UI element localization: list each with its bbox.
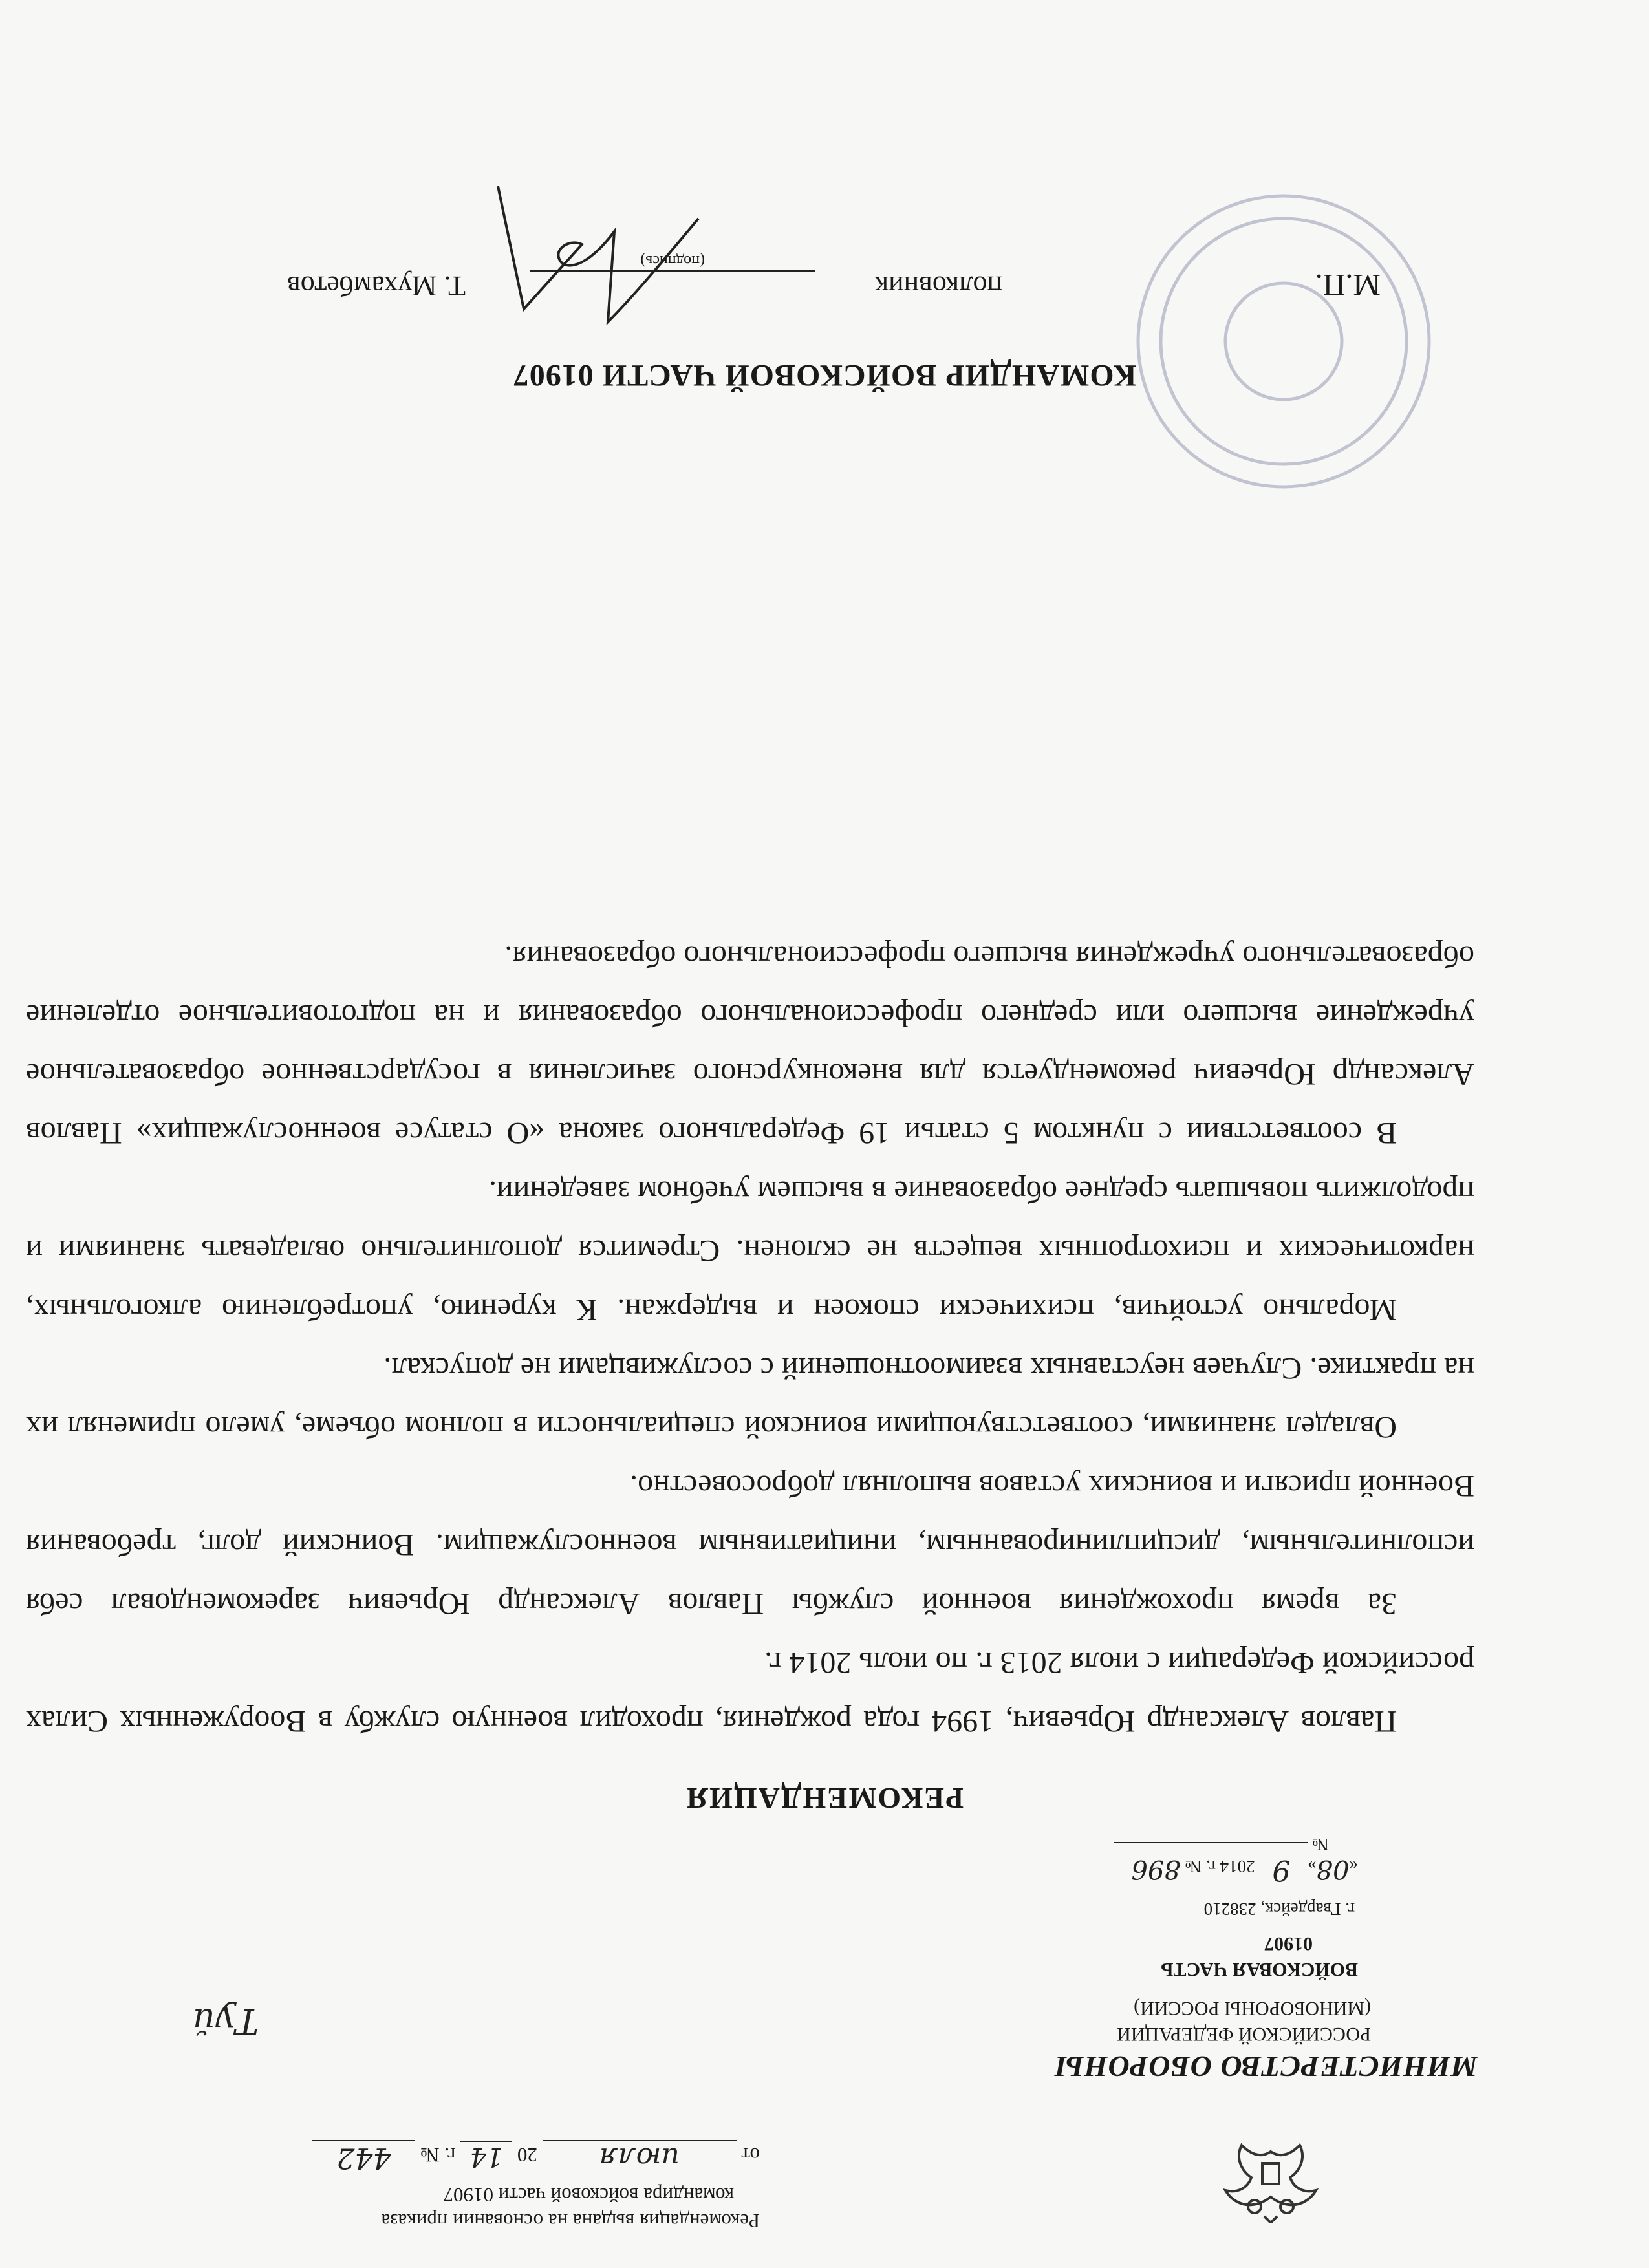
order-number: 442 — [312, 2140, 415, 2174]
unit-address: г. Гвардейск, 238210 — [1203, 1899, 1355, 1919]
eagle-emblem-icon — [1216, 2126, 1326, 2223]
number-blank — [1114, 1842, 1308, 1843]
document-title: РЕКОМЕНДАЦИЯ — [685, 1782, 964, 1815]
federation-line-2: (МИНОБОРОНЫ РОССИИ) — [1134, 1998, 1371, 2019]
handwritten-initials: Туй — [192, 2001, 259, 2042]
date-year: 2014 г. № — [1185, 1857, 1255, 1876]
unit-number: 01907 — [1264, 1933, 1313, 1954]
date-month: 9 — [1272, 1854, 1291, 1887]
order-year-prefix: 20 — [517, 2144, 537, 2166]
order-from-label: от — [741, 2144, 760, 2166]
date-close-quote: » — [1303, 1857, 1317, 1876]
order-reference-date — [312, 2140, 760, 2174]
commander-name: Т. Мухамбетов — [286, 270, 466, 302]
seal-placement-label: М.П. — [1315, 268, 1381, 302]
order-month: июля — [543, 2140, 737, 2174]
handwritten-signature — [485, 180, 705, 335]
federation-line-1: РОССИЙСКОЙ ФЕДЕРАЦИИ — [1117, 2024, 1371, 2045]
signature-caption: (подпись) — [640, 252, 705, 269]
body-paragraph: В соответствии с пунктом 5 статьи 19 Федерального закона «О статусе военнослужащих» Павлов Александр Юрьевич рекомендуется для внеконкурсного зачисления в государственное образовательное учреждение высшего или среднего профессионального образования и на подготовительное отделение образовательного учреждения высшего профессионального образования. — [26, 939, 1474, 1150]
body-paragraph: За время прохождения военной службы Павлов Александр Юрьевич зарекомендовал себя исполнительным, дисциплинированным, инициативным военнослужащим. Воинский долг, требования Военной присяги и воинских уставов выполнял добросовестно. — [26, 1469, 1474, 1621]
date-open-quote: « — [1349, 1857, 1358, 1876]
order-reference-line-2: командира войсковой части 01907 — [443, 2184, 734, 2207]
body-paragraph: Овладел знаниями, соответствующими воинской специальности в полном объеме, умело применял их на практике. Случаев неуставных взаимоотношений с сослуживцами не допускал. — [26, 1351, 1474, 1444]
number-prefix: № — [1312, 1835, 1329, 1854]
commander-title: КОМАНДИР ВОЙСКОВОЙ ЧАСТИ 01907 — [512, 358, 1137, 392]
official-seal-stamp — [1128, 186, 1439, 497]
number-line — [1114, 1834, 1329, 1854]
outgoing-date-line — [1131, 1854, 1358, 1887]
date-day: 08 — [1316, 1854, 1350, 1884]
commander-rank: полковник — [874, 270, 1002, 302]
outgoing-number: 896 — [1131, 1854, 1181, 1884]
unit-label: ВОЙСКОВАЯ ЧАСТЬ — [1160, 1959, 1358, 1980]
body-paragraph: Морально устойчив, психически спокоен и выдержан. К курению, употреблению алкогольных, наркотических и психотропных веществ не склонен. Стремится дополнительно овладевать знаниями и продолжить повышать среднее образование в высшем учебном заведении. — [26, 1175, 1474, 1327]
body-paragraph: Павлов Александр Юрьевич, 1994 года рождения, проходил военную службу в Вооруженных Силах российской Федерации с июля 2013 г. по июль 2014 г. — [26, 1645, 1474, 1738]
ministry-title: МИНИСТЕРСТВО ОБОРОНЫ — [1054, 2050, 1478, 2083]
order-number-label: г. № — [420, 2144, 456, 2166]
order-year-suffix: 14 — [460, 2141, 512, 2172]
document-body — [26, 927, 1474, 1751]
order-reference-line-1: Рекомендация выдана на основании приказа — [381, 2210, 760, 2232]
